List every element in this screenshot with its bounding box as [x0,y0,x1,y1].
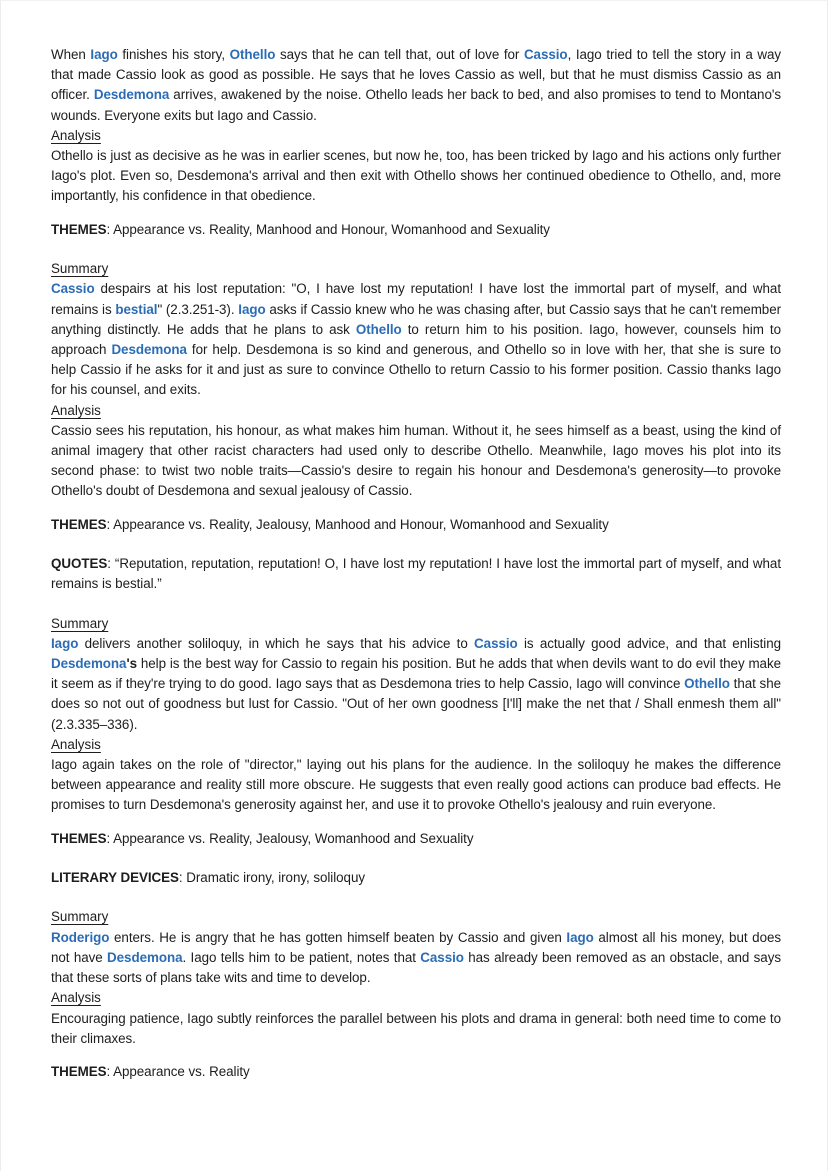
character-link[interactable]: Othello [229,47,276,62]
character-link[interactable]: Desdemona [111,342,187,358]
meta-value: : Appearance vs. Reality, Jealousy, Womanhood and Sexuality [106,831,474,847]
text-run: Cassio sees his reputation, his honour, as what makes him human. Without it, he sees himself as a beast, using the kind of animal imagery that other racist characters had used only to describe Othello. Meanwhile, Iago moves his plot into its second phase: to twist two noble traits—Cassio's desire to regain his honour and Desdemona's generosity—to provoke Othello's doubt of Desdemona and sexual jealousy of Cassio. [51,422,781,499]
meta-value: : Appearance vs. Reality, Jealousy, Manhood and Honour, Womanhood and Sexuality [106,517,609,533]
paragraph [51,421,781,502]
section-heading-summary: Summary [51,909,109,925]
paragraph [51,755,781,816]
text-run: delivers another soliloquy, in which he says that his advice to [78,635,475,651]
text-run: , Iago tried to tell the story in a way that made Cassio look as good as possible. He says that he loves Cassio as well, but that he must dismiss Cassio as an officer. [51,47,782,103]
character-link[interactable]: Iago [51,635,79,651]
text-run: that she does so not out of goodness but lust for Cassio. "Out of her own goodness [I'll] make the net that / Shall enmesh them all" (2.3.335–336). [51,676,781,732]
text-run: finishes his story, [117,47,230,62]
meta-line-themes [51,515,781,535]
section-heading-analysis: Analysis [51,127,101,143]
section-heading-analysis: Analysis [51,990,101,1006]
text-run: arrives, awakened by the noise. Othello leads her back to bed, and also promises to tend to Montano's wounds. Everyone exits but Iago and Cassio. [51,87,781,123]
paragraph [51,279,781,400]
term-link[interactable]: bestial [115,301,158,317]
text-run: Iago again takes on the role of "director," laying out his plans for the audience. In the soliloquy he makes the difference between appearance and reality still more obscure. He suggests that even really good actions can produce bad effects. He promises to turn Desdemona's generosity against her, and use it to provoke Othello's jealousy and ruin everyone. [51,757,781,813]
text-run: is actually good advice, and that enlisting [517,635,781,651]
meta-label: THEMES [51,517,107,533]
possessive-suffix: 's [126,656,138,672]
text-run: almost all his money, but does not have [51,929,782,965]
meta-line-themes [51,220,781,240]
text-run: When [51,47,91,62]
meta-value: : Appearance vs. Reality, Manhood and Honour, Womanhood and Sexuality [106,222,550,238]
section-heading-summary: Summary [51,261,109,277]
paragraph [51,146,781,207]
character-link[interactable]: Othello [684,676,730,692]
text-run: " (2.3.251-3). [157,301,239,317]
text-run: to return him to his position. Iago, however, counsels him to approach [51,321,781,358]
text-run: help is the best way for Cassio to regain his position. But he adds that when devils want to do evil they make it seem as if they're trying to do good. Iago says that as Desdemona tries to help Cassio, Iago will convince [51,656,781,692]
text-run: Othello is just as decisive as he was in earlier scenes, but now he, too, has been tricked by Iago and his actions only further Iago's plot. Even so, Desdemona's arrival and then exit with Othello shows her continued obedience to Othello, and, more importantly, his confidence in that obedience. [51,148,781,204]
character-link[interactable]: Desdemona [51,656,127,672]
text-run: enters. He is angry that he has gotten himself beaten by Cassio and given [109,929,567,945]
meta-line-themes [51,829,781,849]
meta-line-literary-devices [51,868,781,888]
character-link[interactable]: Desdemona [107,949,183,965]
meta-value: : “Reputation, reputation, reputation! O, I have lost my reputation! I have lost the immortal part of myself, and what remains is bestial.” [51,556,781,592]
meta-line-themes [51,1062,781,1082]
paragraph [51,928,781,989]
character-link[interactable]: Cassio [474,635,518,651]
text-run: . Iago tells him to be patient, notes that [182,949,421,965]
character-link[interactable]: Iago [566,929,594,945]
text-run: asks if Cassio knew who he was chasing after, but Cassio says that he can't remember anything distinctly. He adds that he plans to ask [51,301,782,337]
text-run: says that he can tell that, out of love for [275,47,524,62]
meta-label: THEMES [51,222,107,238]
character-link[interactable]: Roderigo [51,929,110,945]
meta-value: : Appearance vs. Reality [106,1064,250,1080]
paragraph [51,1009,781,1049]
character-link[interactable]: Iago [238,301,266,317]
character-link[interactable]: Cassio [523,47,568,62]
character-link[interactable]: Cassio [51,281,95,297]
character-link[interactable]: Desdemona [93,87,170,103]
text-run: despairs at his lost reputation: "O, I have lost my reputation! I have lost the immortal part of myself, and what remains is [51,281,781,317]
text-run: for help. Desdemona is so kind and generous, and Othello so in love with her, that she is sure to help Cassio if he asks for it and just as sure to convince Othello to return Cassio to his former position. Cassio thanks Iago for his counsel, and exits. [51,342,781,398]
meta-label: THEMES [51,1064,107,1080]
character-link[interactable]: Othello [355,321,402,337]
character-link[interactable]: Cassio [420,949,464,965]
meta-value: : Dramatic irony, irony, soliloquy [178,870,365,886]
meta-label: LITERARY DEVICES [51,870,179,886]
text-run: Encouraging patience, Iago subtly reinforces the parallel between his plots and drama in general: both need time to come to their climaxes. [51,1010,781,1046]
meta-line-quotes [51,554,781,594]
text-run: has already been removed as an obstacle, and says that these sorts of plans take wits and time to develop. [51,949,781,986]
section-heading-summary: Summary [51,615,109,631]
paragraph [51,634,781,735]
paragraph [51,45,781,126]
character-link[interactable]: Iago [90,47,118,62]
document-content [51,45,781,1083]
meta-label: THEMES [51,831,107,847]
meta-label: QUOTES [51,556,108,572]
section-heading-analysis: Analysis [51,402,101,418]
section-heading-analysis: Analysis [51,736,101,752]
